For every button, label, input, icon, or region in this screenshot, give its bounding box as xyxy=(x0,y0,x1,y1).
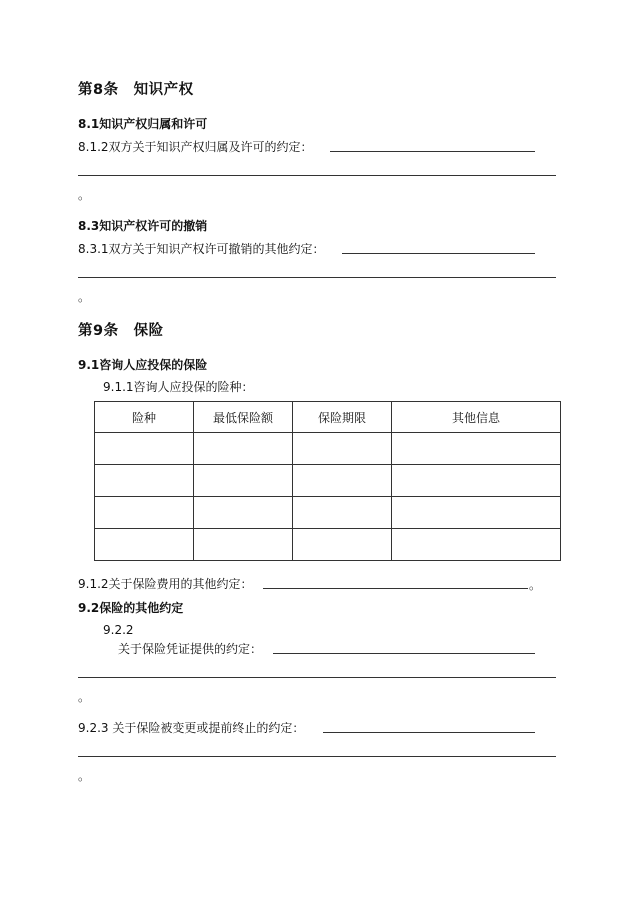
table-cell[interactable] xyxy=(95,529,194,561)
clause-9-1-2-period: 。 xyxy=(529,578,542,592)
table-cell[interactable] xyxy=(95,497,194,529)
table-cell[interactable] xyxy=(194,433,293,465)
table-cell[interactable] xyxy=(293,529,392,561)
header-insurance-type: 险种 xyxy=(95,402,194,433)
table-row xyxy=(95,433,561,465)
clause-9-2-2-number: 9.2.2 xyxy=(103,623,134,637)
clause-9-2-2-period: 。 xyxy=(78,690,91,704)
header-min-amount: 最低保险额 xyxy=(194,402,293,433)
clause-9-1-1-label: 9.1.1咨询人应投保的险种： xyxy=(103,380,254,394)
clause-9-2-3-label: 9.2.3 关于保险被变更或提前终止的约定： xyxy=(78,721,305,735)
table-cell[interactable] xyxy=(194,465,293,497)
table-row xyxy=(95,529,561,561)
clause-9-1-2-label: 9.1.2关于保险费用的其他约定： xyxy=(78,577,253,591)
table-cell[interactable] xyxy=(293,497,392,529)
table-cell[interactable] xyxy=(95,465,194,497)
clause-8-3-1-fill-line-2[interactable] xyxy=(78,277,556,278)
table-cell[interactable] xyxy=(392,465,561,497)
clause-9-2-3-fill-line[interactable] xyxy=(323,732,535,733)
clause-8-1-2-fill-line-2[interactable] xyxy=(78,175,556,176)
clause-9-2-2-label: 关于保险凭证提供的约定： xyxy=(118,642,263,656)
section-9-2-heading: 9.2保险的其他约定 xyxy=(78,601,184,615)
table-row xyxy=(95,497,561,529)
table-cell[interactable] xyxy=(392,433,561,465)
table-cell[interactable] xyxy=(95,433,194,465)
header-other-info: 其他信息 xyxy=(392,402,561,433)
clause-9-2-3-period: 。 xyxy=(78,769,91,783)
clause-9-1-2-fill-line[interactable] xyxy=(263,588,528,589)
article-9-title: 第9条 保险 xyxy=(78,323,164,339)
section-9-1-heading: 9.1咨询人应投保的保险 xyxy=(78,358,208,372)
table-cell[interactable] xyxy=(293,465,392,497)
clause-8-3-1-label: 8.3.1双方关于知识产权许可撤销的其他约定： xyxy=(78,242,325,256)
table-cell[interactable] xyxy=(392,529,561,561)
clause-8-1-2-fill-line[interactable] xyxy=(330,151,535,152)
clause-8-1-2-period: 。 xyxy=(78,188,91,202)
article-8-title: 第8条 知识产权 xyxy=(78,82,194,98)
section-8-1-heading: 8.1知识产权归属和许可 xyxy=(78,117,208,131)
table-header-row xyxy=(95,402,561,433)
clause-9-2-2-fill-line-2[interactable] xyxy=(78,677,556,678)
table-row xyxy=(95,465,561,497)
table-cell[interactable] xyxy=(293,433,392,465)
clause-9-2-2-fill-line[interactable] xyxy=(273,653,535,654)
header-insurance-period: 保险期限 xyxy=(293,402,392,433)
table-cell[interactable] xyxy=(392,497,561,529)
table-cell[interactable] xyxy=(194,529,293,561)
clause-8-3-1-period: 。 xyxy=(78,290,91,304)
section-8-3-heading: 8.3知识产权许可的撤销 xyxy=(78,219,208,233)
insurance-table xyxy=(94,401,561,561)
table-cell[interactable] xyxy=(194,497,293,529)
clause-8-3-1-fill-line[interactable] xyxy=(342,253,535,254)
clause-9-2-3-fill-line-2[interactable] xyxy=(78,756,556,757)
clause-8-1-2-label: 8.1.2双方关于知识产权归属及许可的约定： xyxy=(78,140,313,154)
